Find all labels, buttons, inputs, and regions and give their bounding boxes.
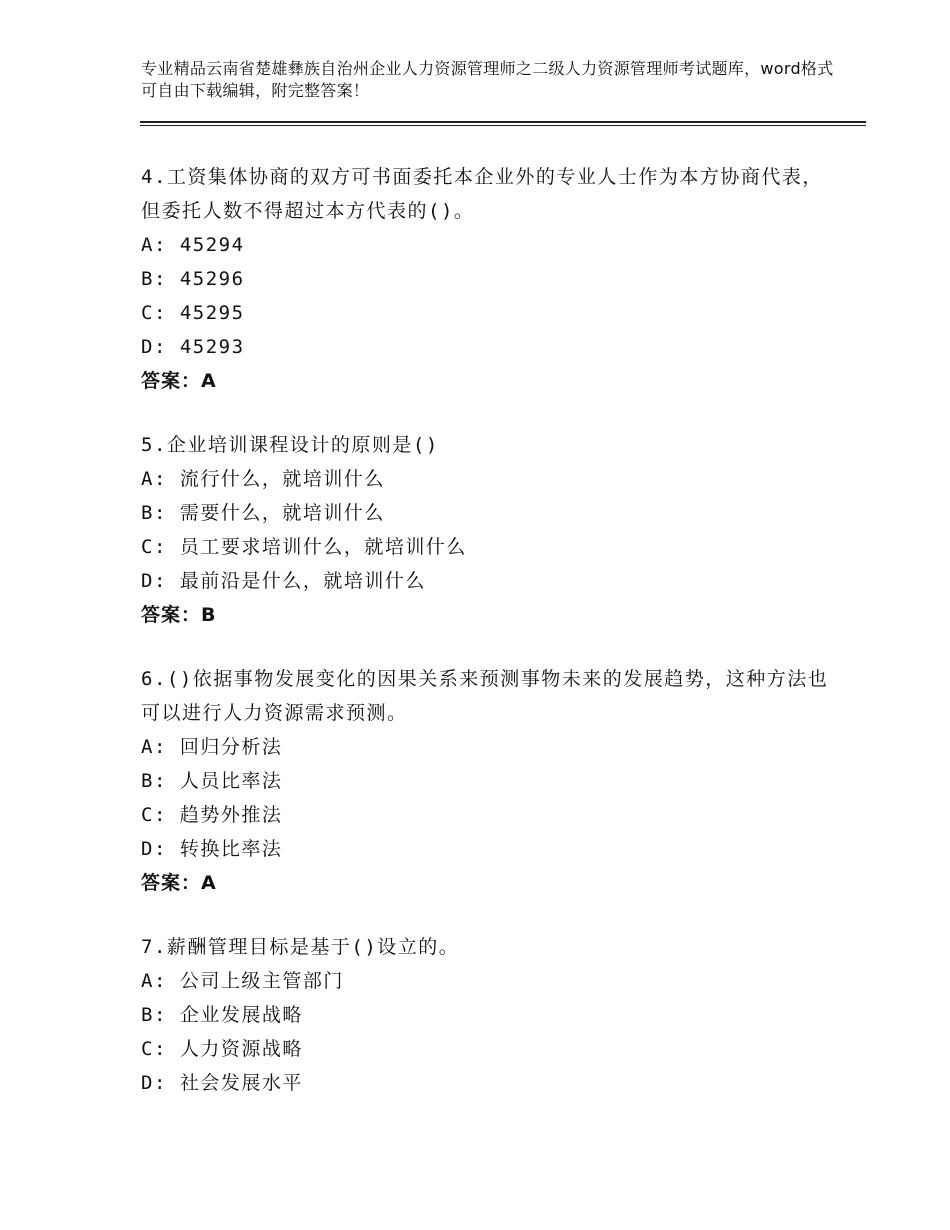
header-divider-thick <box>140 121 866 123</box>
question-5 <box>141 428 841 632</box>
option-c: C: 员工要求培训什么，就培训什么 <box>141 536 467 558</box>
option-a: A: 45294 <box>141 234 245 256</box>
question-text: 7.薪酬管理目标是基于()设立的。 <box>141 936 460 958</box>
question-4 <box>141 160 841 398</box>
question-list <box>141 160 841 1130</box>
document-header: 专业精品云南省楚雄彝族自治州企业人力资源管理师之二级人力资源管理师考试题库，word格式可自由下载编辑，附完整答案！ <box>141 59 834 100</box>
option-d: D: 社会发展水平 <box>141 1072 303 1094</box>
option-b: B: 企业发展战略 <box>141 1004 303 1026</box>
option-a: A: 流行什么，就培训什么 <box>141 468 385 490</box>
answer-label: 答案：A <box>141 872 217 894</box>
header-divider-thin <box>140 125 866 126</box>
option-c: C: 趋势外推法 <box>141 804 283 826</box>
answer-label: 答案：A <box>141 370 217 392</box>
option-b: B: 需要什么，就培训什么 <box>141 502 385 524</box>
option-b: B: 人员比率法 <box>141 770 283 792</box>
question-text: 5.企业培训课程设计的原则是() <box>141 434 439 456</box>
option-a: A: 公司上级主管部门 <box>141 970 344 992</box>
option-d: D: 转换比率法 <box>141 838 283 860</box>
option-c: C: 45295 <box>141 302 245 324</box>
option-d: D: 45293 <box>141 336 245 358</box>
answer-label: 答案：B <box>141 604 217 626</box>
option-a: A: 回归分析法 <box>141 736 283 758</box>
question-6 <box>141 662 841 900</box>
option-c: C: 人力资源战略 <box>141 1038 303 1060</box>
question-text: 4.工资集体协商的双方可书面委托本企业外的专业人士作为本方协商代表，但委托人数不得超过本方代表的()。 <box>141 166 823 222</box>
question-7 <box>141 930 841 1100</box>
option-d: D: 最前沿是什么，就培训什么 <box>141 570 426 592</box>
question-text: 6.()依据事物发展变化的因果关系来预测事物未来的发展趋势，这种方法也可以进行人力资源需求预测。 <box>141 668 829 724</box>
option-b: B: 45296 <box>141 268 245 290</box>
